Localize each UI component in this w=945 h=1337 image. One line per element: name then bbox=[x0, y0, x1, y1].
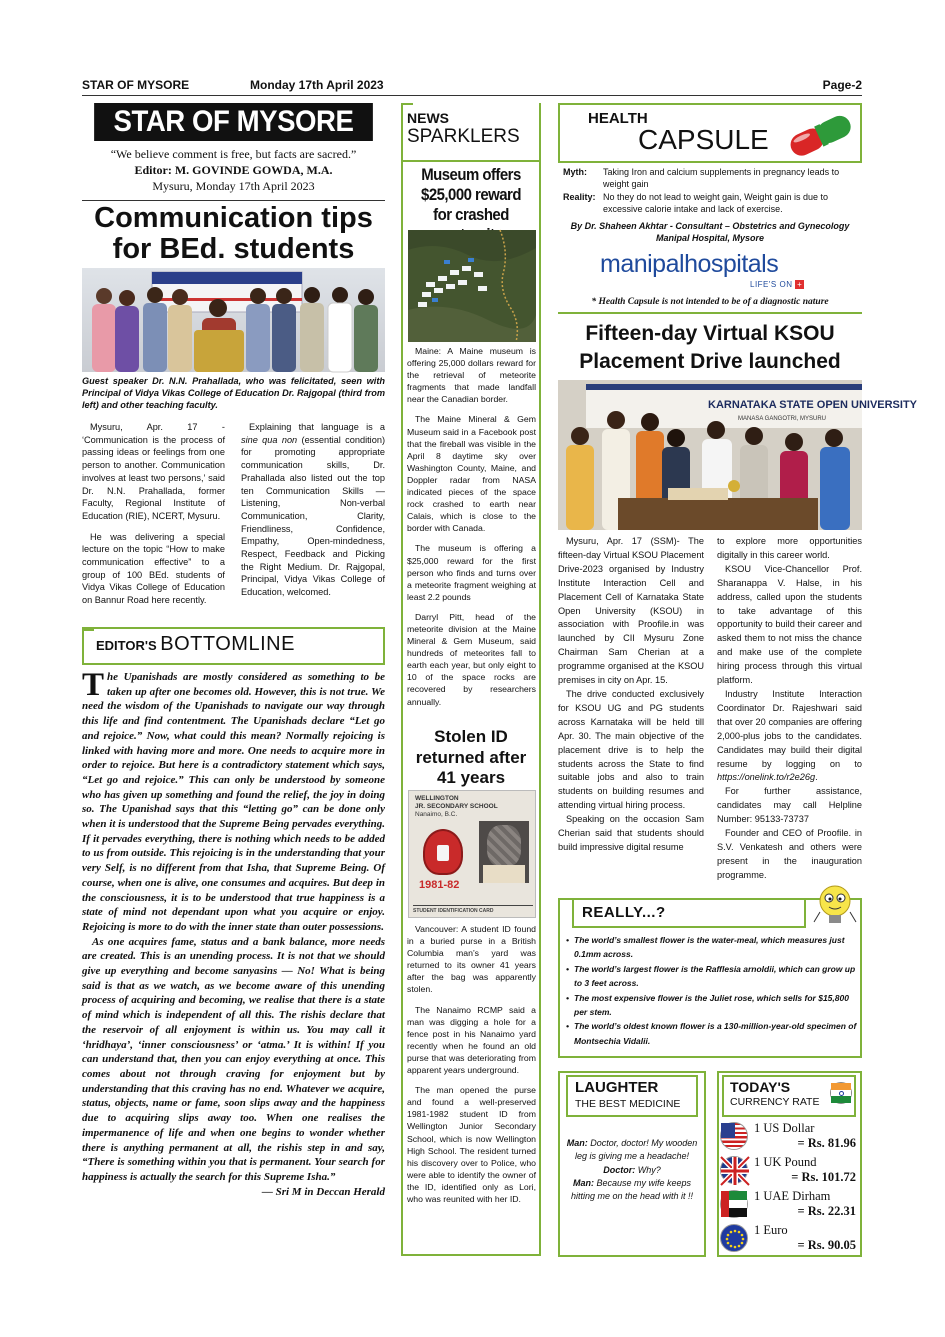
stolen-id-paragraph: Vancouver: A student ID found in a buried purse in a British Columbia man’s yard was returned to its owner 41 years after the bag was apparently stolen. bbox=[407, 924, 536, 995]
meteorite-paragraph: The Maine Mineral & Gem Museum said in a Facebook post that the fireball was visible in the April 8 daytime sky over Washington County, Maine, and Doppler radar from NASA indicated pieces of the space rock crashed to earth near Calais, which is close to the border with Canada. bbox=[407, 414, 536, 534]
stolen-id-paragraph: The man opened the purse and found a well-preserved 1981-1982 student ID from Wellington Junior Secondary School, which is now Wellington High School. The resident turned his discovery over to Police, who were able to identify the owner of the ID, identified only as Lori, who was reunited with her ID. bbox=[407, 1085, 536, 1204]
card-photo bbox=[479, 821, 529, 883]
myth-label: Myth: bbox=[563, 167, 587, 177]
capsule-pill-icon bbox=[782, 110, 862, 158]
meteorite-paragraph: Maine: A Maine museum is offering 25,000 dollars reward for the retrieval of meteorite fragments that made landfall near the Canadian border. bbox=[407, 346, 536, 405]
manipal-hospitals-logo bbox=[600, 249, 778, 279]
comm-paragraph: Mysuru, Apr. 17 - ‘Communication is the process of passing ideas or feelings from one person to another. Communication involves at least two persons,’ said Dr. N.N. Prahallada, former Faculty, Regional Institute of Education (RIE), NCERT, Mysuru. bbox=[82, 422, 225, 521]
ksou-headline-line2: Placement Drive launched bbox=[579, 350, 841, 373]
logo-part-manipal: manipal bbox=[600, 250, 685, 278]
laughter-joke bbox=[566, 1137, 698, 1203]
ksou-paragraph: Speaking on the occasion Sam Cherian said that students should build impressive digital resume bbox=[558, 814, 704, 852]
currency-header-strong: TODAY'S bbox=[730, 1079, 791, 1095]
ksou-paragraph: For further assistance, candidates may call Helpline Number: 95133-73737 bbox=[717, 786, 862, 825]
currency-rate: = Rs. 101.72 bbox=[791, 1170, 856, 1184]
news-header-strong: NEWS bbox=[407, 110, 449, 126]
meteorite-headline: Museum offers $25,000 reward for crashed bbox=[421, 165, 521, 224]
currency-row bbox=[718, 1154, 860, 1188]
header-page-number: Page-2 bbox=[822, 78, 862, 92]
bottomline-text bbox=[82, 667, 385, 1199]
currency-unit: 1 Euro bbox=[754, 1223, 788, 1237]
currency-rate: = Rs. 81.96 bbox=[797, 1136, 856, 1150]
header-date: Monday 17th April 2023 bbox=[250, 78, 384, 92]
comm-headline-line2: for BEd. students bbox=[112, 233, 355, 265]
ksou-headline-line1: Fifteen-day Virtual KSOU bbox=[585, 322, 835, 345]
manipal-tagline: LIFE'S ON + bbox=[750, 280, 803, 290]
really-fact: The world’s smallest flower is the water-meal, which measures just 0.1mm across. bbox=[574, 935, 845, 960]
currency-row bbox=[718, 1188, 860, 1222]
masthead-title: STAR OF MYSORE bbox=[94, 103, 373, 141]
health-byline bbox=[558, 220, 862, 244]
joke-line: Because my wife keeps hitting me on the head with it !! bbox=[570, 1177, 694, 1202]
bottomline-dropcap: T bbox=[82, 667, 105, 703]
currency-header bbox=[730, 1080, 819, 1110]
currency-row bbox=[718, 1222, 860, 1256]
plus-icon: + bbox=[797, 280, 803, 290]
ksou-paragraph: to explore more opportunities digitally in this career world. bbox=[717, 536, 862, 560]
really-fact: The most expensive flower is the Juliet rose, which sells for $15,800 per stem. bbox=[574, 992, 849, 1018]
meteorite-paragraph: Darryl Pitt, head of the meteorite division at the Maine Mineral & Gem Museum, said hundreds of meteorites fall to earth each year, but only eight to 10 of the space rocks are recovered by researchers annually. bbox=[407, 611, 536, 707]
logo-part-hospitals: hospitals bbox=[684, 250, 779, 278]
health-byline-hospital: Manipal Hospital, Mysore bbox=[655, 233, 765, 243]
health-header-strong: HEALTH bbox=[588, 110, 648, 127]
currency-unit: 1 US Dollar bbox=[754, 1121, 815, 1135]
really-header: REALLY...? bbox=[582, 904, 666, 921]
laughter-header bbox=[575, 1080, 680, 1112]
joke-speaker: Man: bbox=[572, 1177, 594, 1188]
health-myth-reality bbox=[563, 167, 858, 215]
myth-text: Taking Iron and calcium supplements in pregnancy leads to weight gain bbox=[603, 167, 840, 189]
comm-column-1 bbox=[82, 421, 225, 615]
header-paper-name: STAR OF MYSORE bbox=[82, 78, 190, 92]
lightbulb-mascot-icon bbox=[812, 882, 858, 928]
comm-paragraph: Explaining that language is a sine qua non (essential condition) for promoting appropriate communication skills, Dr. Prahallada also listed out the top ten Communication Skills — Listening, Non-verbal Communication, Clarity, Friendliness, Confidence, Empathy, Open-mindedness, Respect, Feedback and Picking the Right Medium. Dr. Rajgopal, Principal, Vidya Vikas College of Education, welcomed. bbox=[241, 422, 386, 598]
joke-line: Doctor, doctor! My wooden leg is giving me a headache! bbox=[574, 1138, 698, 1162]
news-header-light: SPARKLERS bbox=[407, 126, 520, 147]
ksou-paragraph: Industry Institute Interaction Coordinator Dr. Rajeshwari said that over 20 companies are offering 2,000-plus jobs to the candidates. Candidates may build their digital resume by logging on to https://onelink.to/r2e26g. bbox=[717, 688, 862, 783]
really-fact: The world’s largest flower is the Rafflesia arnoldii, which can grow up to 3 feet across. bbox=[574, 963, 856, 989]
currency-rate: = Rs. 22.31 bbox=[797, 1204, 856, 1218]
comm-photo-caption: Guest speaker Dr. N.N. Prahallada, who was felicitated, seen with Principal of Vidya Vikas College of Education Dr. Rajgopal (third from left) and other teaching faculty. bbox=[82, 376, 385, 410]
joke-line: Why? bbox=[635, 1164, 661, 1175]
ksou-column-1 bbox=[558, 535, 704, 855]
laughter-header-strong: LAUGHTER bbox=[575, 1079, 659, 1096]
masthead bbox=[82, 146, 385, 194]
stolen-id-story bbox=[407, 923, 536, 1213]
ksou-headline bbox=[558, 320, 862, 376]
laughter-header-light: THE BEST MEDICINE bbox=[575, 1098, 681, 1110]
health-disclaimer: * Health Capsule is not intended to be of a diagnostic nature bbox=[591, 297, 829, 307]
masthead-editor: Editor: M. GOVINDE GOWDA, M.A. bbox=[134, 163, 333, 177]
card-school-line1: WELLINGTON bbox=[415, 795, 459, 802]
eu-flag-icon bbox=[720, 1224, 748, 1252]
currency-rate: = Rs. 90.05 bbox=[797, 1238, 856, 1252]
card-school-line2: JR. SECONDARY SCHOOL bbox=[415, 803, 498, 810]
health-header-light: CAPSULE bbox=[638, 124, 769, 155]
ksou-paragraph: The drive conducted exclusively for KSOU UG and PG students across Karnataka will be held till Apr. 30. The main objective of the placement drive is to help the students across the State to find suitable jobs and also to train students on building resumes and attending virtual hiring process. bbox=[558, 688, 704, 811]
card-school-line3: Nanaimo, B.C. bbox=[415, 811, 458, 818]
masthead-dateline: Mysuru, Monday 17th April 2023 bbox=[152, 179, 315, 193]
ksou-event-photo bbox=[558, 380, 918, 530]
currency-unit: 1 UK Pound bbox=[754, 1155, 817, 1169]
page-header bbox=[82, 76, 862, 96]
health-byline-doctor: By Dr. Shaheen Akhtar - Consultant – Obstetrics and Gynecology bbox=[570, 221, 850, 231]
meteorite-paragraph: The museum is offering a $25,000 reward for the first person who finds and turns over a meteorite fragment weighing at least 2.2 pounds bbox=[407, 543, 536, 602]
joke-speaker: Doctor: bbox=[603, 1164, 636, 1175]
ksou-banner-text: KARNATAKA STATE OPEN UNIVERSITY bbox=[708, 399, 918, 411]
ksou-paragraph: Mysuru, Apr. 17 (SSM)- The fifteen-day Virtual KSOU Placement Drive-2023 organised by Industry Institute Interaction Cell and Placement Cell of Karnataka State Open University (KSOU) in association with Proofile.in was launched by CII Mysuru Zone Chairman Sam Cherian at a programme organised at the KSOU premises in city on Apr. 15. bbox=[558, 536, 704, 686]
uk-flag-icon bbox=[720, 1156, 748, 1184]
bottomline-paragraph: he Upanishads are mostly considered as something to be taken up after one becomes old. However, this is not true. We need the wisdom of the Upanishads to navigate our way through this life and find contentment. The Upanishads declare “Let go and rejoice.” Now, what could this mean? Normally rejoicing is linked with having more and more. One needs to acquire more in order to rejoice. But here is a contradictory statement which says, “Let go and rejoice.” This can only be understood by someone who has given up something and found the relief, the joy in doing so. The Upanishad says that this “letting go” can be done only when it is understood that the Supreme Being pervades everything. If it pervades everything, there is nothing which needs to be added to us from outside. This rejoicing is in the understanding that your very Self, is no different from that Isha, that Supreme Being. Of course, when one is alive, one consumes and acquires. But deep in the consciousness, it is to be understood that true happiness is a state of mind not dependant upon what you acquire or enjoy. Rejoicing is more to do with the inner state than outer possessions. bbox=[82, 671, 385, 933]
comm-photo bbox=[82, 268, 385, 372]
currency-row bbox=[718, 1120, 860, 1154]
bottomline-header-strong: EDITOR'S bbox=[96, 638, 157, 653]
stolen-id-headline: Stolen ID returned after 41 years bbox=[415, 727, 527, 787]
joke-speaker: Man: bbox=[566, 1138, 588, 1148]
bottomline-paragraph: As one acquires fame, status and a bank balance, more needs are created. This is an unending process. It is not that we should give up everything and become sanyasins — No! What is being said is that as we watch, as we become aware of this unending process of acquiring and becoming, we realise that there is a state of mind which is independent of all this. The rishis declare that the reservoir of all enjoyment is within us. You may call it ‘hridhaya’, ‘inner consciousness’ or ‘atma.’ It is within! If you can understand that, then you can enjoy everything at once. This comes about not through craving for enjoyment but by understanding that this craving has no end. Whatever we acquire, status, objects, name or fame, soon slips away and the happiness due to acquiring slips away too. When one realises the impermanence of life and when one begins to wonder whether there is anything permanent at all, the rishis step in and say, “There is something within you that is permanent. Your search for happiness is actually the search for this Supreme Isha.” bbox=[82, 935, 385, 1183]
ksou-column-2 bbox=[717, 535, 862, 883]
school-crest-icon bbox=[423, 829, 463, 875]
comm-headline-line1: Communication tips bbox=[94, 202, 373, 234]
card-footer: STUDENT IDENTIFICATION CARD bbox=[413, 905, 533, 914]
card-year: 1981-82 bbox=[419, 879, 460, 891]
meteorite-story bbox=[407, 345, 536, 716]
india-flag-icon bbox=[830, 1082, 852, 1104]
student-id-card-image bbox=[408, 790, 536, 918]
uae-flag-icon bbox=[720, 1190, 748, 1218]
comm-headline bbox=[82, 203, 385, 265]
really-facts: • The world’s smallest flower is the water-meal, which measures just 0.1mm across. • The world’s largest flower is the Rafflesia arnoldii, which can grow up to 3 feet across. • The most expensive flower is the Juliet rose, which sells for $15,800 per stem. • The world’s oldest known flower is a 130-million-year-old specimen of Montsechia Vidalii. bbox=[566, 933, 858, 1048]
meteorite-radar-image bbox=[408, 230, 536, 342]
really-fact: The world’s oldest known flower is a 130-million-year-old specimen of Montsechia Vidalii. bbox=[574, 1021, 857, 1046]
ksou-paragraph: Founder and CEO of Proofile. in S.V. Venkatesh and others were present in the inauguration programme. bbox=[717, 828, 862, 880]
ksou-paragraph: KSOU Vice-Chancellor Prof. Sharanappa V. Halse, in his address, called upon the students to take advantage of this opportunity to build their career and asked them to not miss the chance and make use of the complete hiring process through this virtual platform. bbox=[717, 563, 862, 686]
bottomline-signature: — Sri M in Deccan Herald bbox=[261, 1185, 385, 1198]
reality-text: No they do not lead to weight gain, Weight gain is due to excessive calorie intake and lack of exercise. bbox=[603, 192, 828, 214]
ksou-banner-subtext: MANASA GANGOTRI, MYSURU bbox=[738, 416, 827, 422]
us-flag-icon bbox=[720, 1122, 748, 1150]
currency-header-light: CURRENCY RATE bbox=[730, 1096, 820, 1108]
currency-unit: 1 UAE Dirham bbox=[754, 1189, 831, 1203]
proofile-link[interactable]: https://onelink.to/r2e26g bbox=[717, 772, 816, 783]
news-sparklers-header bbox=[407, 110, 520, 148]
reality-label: Reality: bbox=[563, 192, 596, 202]
comm-paragraph: He was delivering a special lecture on the topic “How to make communication effective” to a group of 100 BEd. students of Vidya Vikas College of Education on Bannur Road here recently. bbox=[82, 531, 225, 606]
bottomline-header-light: BOTTOMLINE bbox=[160, 633, 295, 655]
masthead-motto: “We believe comment is free, but facts are sacred.” bbox=[110, 147, 357, 161]
currency-rates bbox=[718, 1120, 860, 1256]
stolen-id-paragraph: The Nanaimo RCMP said a man was digging a hole for a fence post in his Nanaimo yard recently when he found an old purse that was deteriorating from apparent years underground. bbox=[407, 1004, 536, 1076]
bottomline-header bbox=[96, 632, 295, 658]
comm-column-2 bbox=[241, 421, 385, 607]
